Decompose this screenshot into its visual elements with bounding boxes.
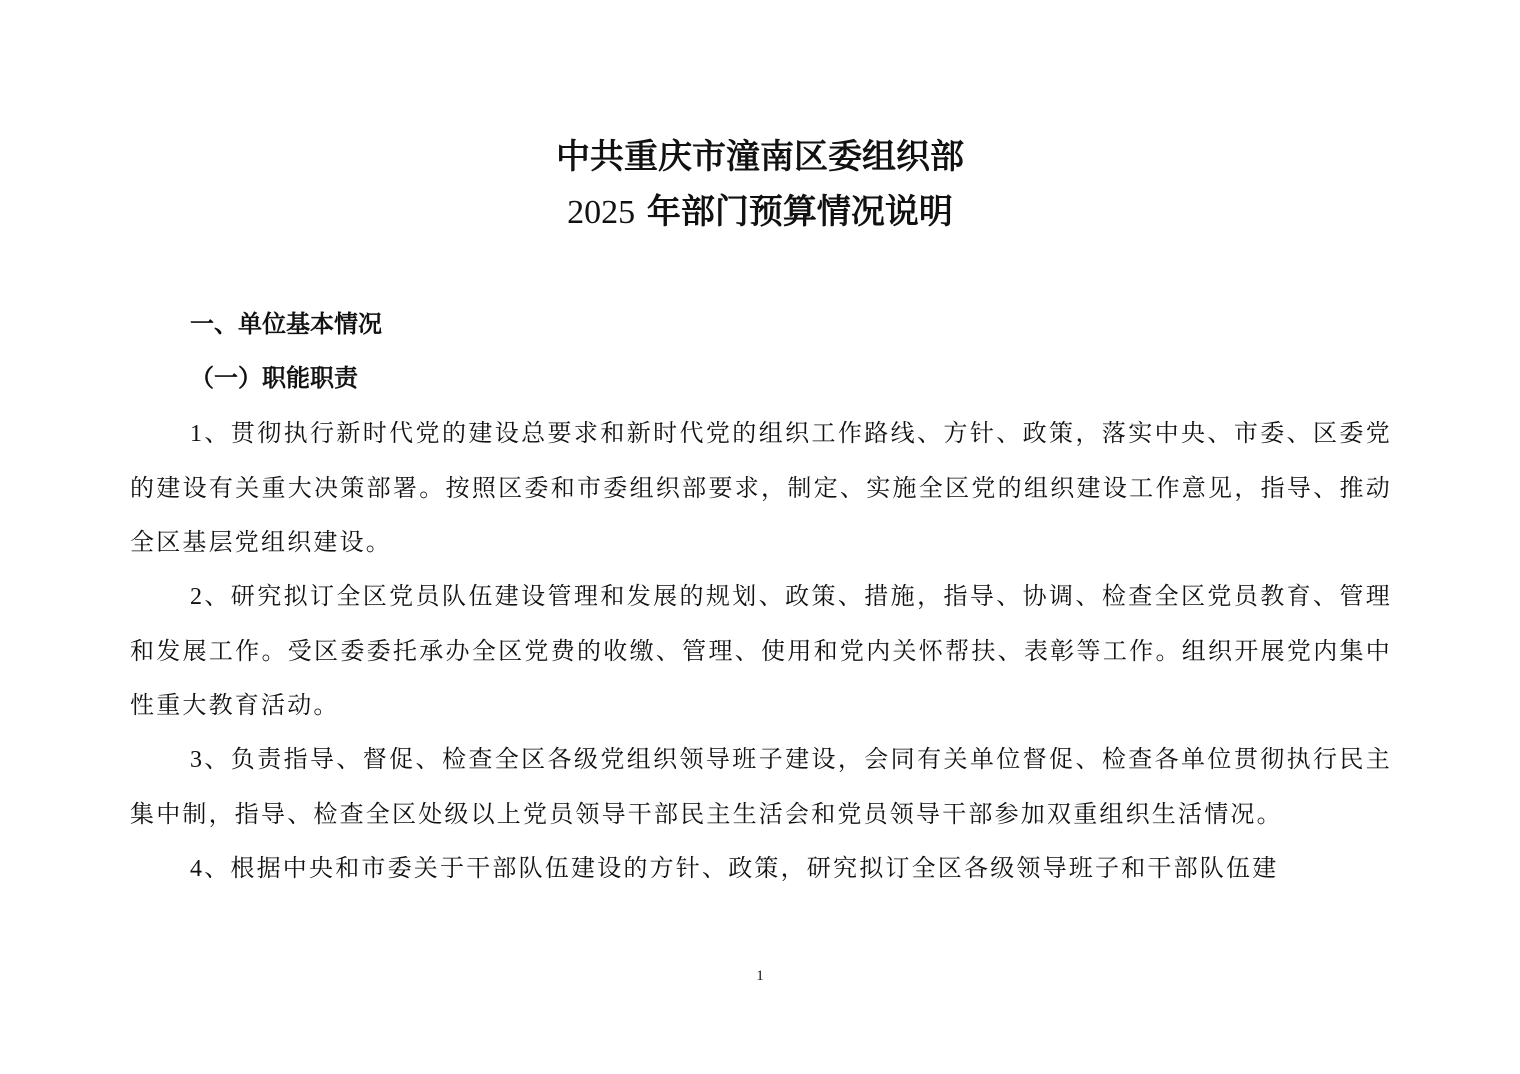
paragraph-3 xyxy=(130,732,1392,841)
document-body xyxy=(130,406,1392,896)
paragraph-number: 1 xyxy=(190,421,205,447)
paragraph-number: 3 xyxy=(190,747,205,773)
section-heading: 一、单位基本情况 xyxy=(190,310,382,338)
paragraph-number: 2 xyxy=(190,584,205,610)
paragraph-2 xyxy=(130,569,1392,732)
document-title-line-1: 中共重庆市潼南区委组织部 xyxy=(556,137,964,177)
paragraph-text: 、贯彻执行新时代党的建设总要求和新时代党的组织工作路线、方针、政策，落实中央、市委、区委党的建设有关重大决策部署。按照区委和市委组织部要求，制定、实施全区党的组织建设工作意见，指导、推动全区基层党组织建设。 xyxy=(130,419,1392,556)
document-title-line-2 xyxy=(0,192,1520,233)
paragraph-text: 、研究拟订全区党员队伍建设管理和发展的规划、政策、措施，指导、协调、检查全区党员教育、管理和发展工作。受区委委托承办全区党费的收缴、管理、使用和党内关怀帮扶、表彰等工作。组织开展党内集中性重大教育活动。 xyxy=(130,582,1392,719)
subsection-heading: （一）职能职责 xyxy=(190,364,358,392)
title-rest: 年部门预算情况说明 xyxy=(635,192,953,232)
paragraph-1 xyxy=(130,406,1392,569)
paragraph-number: 4 xyxy=(190,856,205,882)
title-year: 2025 xyxy=(567,194,636,231)
page-number: 1 xyxy=(756,968,764,984)
paragraph-text: 、根据中央和市委关于干部队伍建设的方针、政策，研究拟订全区各级领导班子和干部队伍建 xyxy=(204,854,1279,882)
paragraph-text: 、负责指导、督促、检查全区各级党组织领导班子建设，会同有关单位督促、检查各单位贯彻执行民主集中制，指导、检查全区处级以上党员领导干部民主生活会和党员领导干部参加双重组织生活情况。 xyxy=(130,745,1392,828)
paragraph-4 xyxy=(130,841,1392,896)
